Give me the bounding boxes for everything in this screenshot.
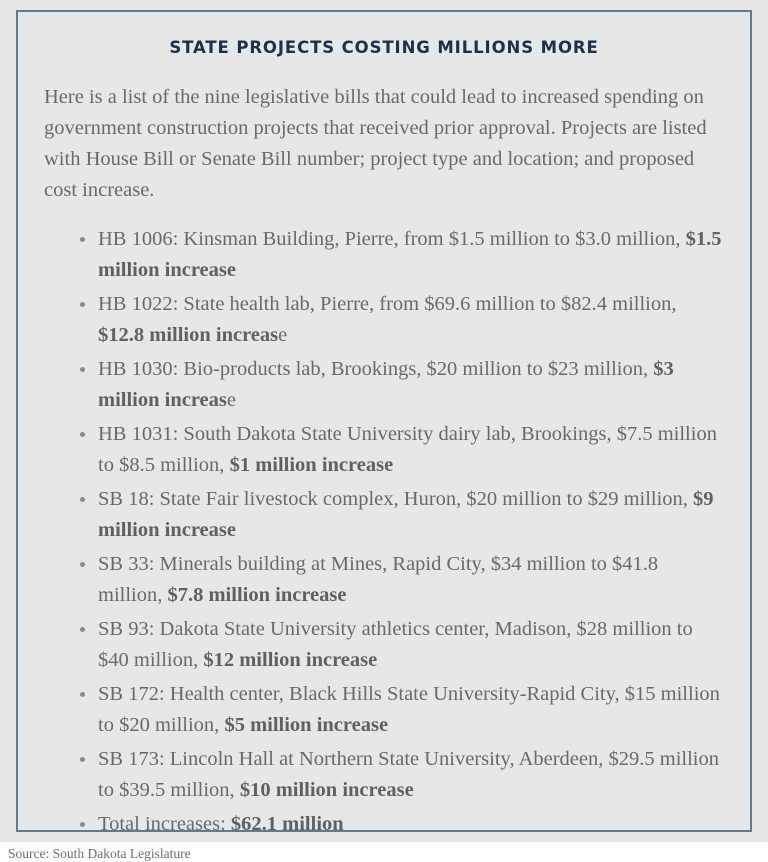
list-item-text: SB 93: Dakota State University athletics center, Madison, $28 million to $40 million, <box>98 617 693 671</box>
list-item-emphasis: $1 million increase <box>229 453 394 476</box>
list-item-emphasis: $12.8 million increas <box>98 323 279 346</box>
list-item <box>80 744 724 806</box>
list-item-emphasis: $7.8 million increase <box>167 583 347 606</box>
bill-list <box>40 224 728 840</box>
list-item <box>80 679 724 741</box>
list-item-text: SB 173: Lincoln Hall at Northern State University, Aberdeen, $29.5 million to $39.5 million, <box>98 747 719 801</box>
list-item-emphasis: $9 million increase <box>98 487 714 541</box>
list-item <box>80 289 724 351</box>
list-item <box>80 484 724 546</box>
list-item-text: HB 1006: Kinsman Building, Pierre, from $1.5 million to $3.0 million, <box>98 227 686 250</box>
list-item <box>80 419 724 481</box>
info-box <box>16 10 752 835</box>
list-item <box>80 224 724 286</box>
list-item <box>80 549 724 611</box>
list-item-emphasis: $12 million increase <box>203 648 378 671</box>
list-item <box>80 614 724 676</box>
list-item-text: Total increases: <box>98 812 231 835</box>
list-item <box>80 809 724 840</box>
list-item-text-tail: e <box>278 323 288 346</box>
list-item-text: SB 172: Health center, Black Hills State University-Rapid City, $15 million to $20 million, <box>98 682 720 736</box>
list-item-emphasis: $1.5 million increase <box>98 227 722 281</box>
list-item-text: HB 1022: State health lab, Pierre, from $69.6 million to $82.4 million, <box>98 292 677 315</box>
list-item-text: HB 1031: South Dakota State University dairy lab, Brookings, $7.5 million to $8.5 million, <box>98 422 717 476</box>
list-item-emphasis: $3 million increas <box>98 357 674 411</box>
list-item-text: SB 33: Minerals building at Mines, Rapid City, $34 million to $41.8 million, <box>98 552 659 606</box>
page-title: STATE PROJECTS COSTING MILLIONS MORE <box>169 38 599 57</box>
list-item-emphasis: $5 million increase <box>224 713 389 736</box>
list-item-emphasis: $62.1 million <box>230 812 344 835</box>
list-item <box>80 354 724 416</box>
source-credit: Source: South Dakota Legislature <box>8 846 191 861</box>
list-item-text-tail: e <box>226 388 236 411</box>
list-item-text: SB 18: State Fair livestock complex, Huron, $20 million to $29 million, <box>98 487 694 510</box>
list-item-emphasis: $10 million increase <box>239 778 414 801</box>
list-item-text: HB 1030: Bio-products lab, Brookings, $20 million to $23 million, <box>98 357 654 380</box>
intro-paragraph: Here is a list of the nine legislative bills that could lead to increased spending on government construction projects that received prior approval. Projects are listed with House Bill or Senate Bill number; project type and location; and proposed cost increase. <box>44 85 707 201</box>
